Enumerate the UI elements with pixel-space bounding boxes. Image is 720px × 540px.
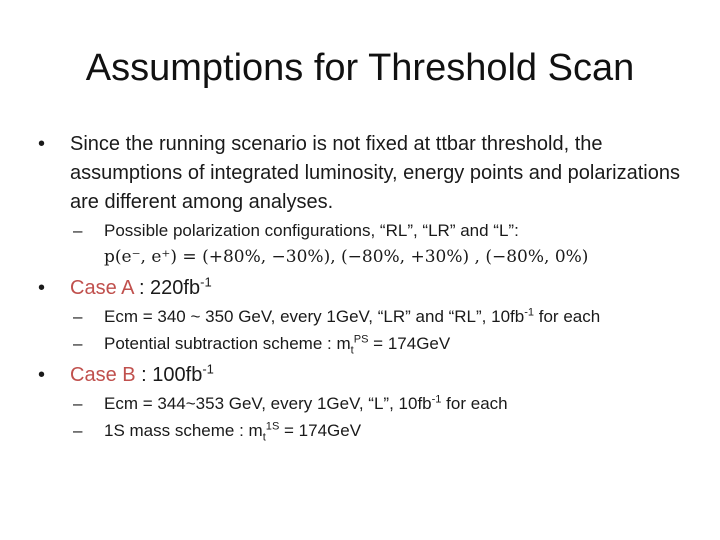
dash-marker: –: [73, 334, 83, 353]
case-a-lumi: : 220fb: [133, 277, 201, 299]
case-b-mass-superscript: 1S: [265, 420, 280, 433]
bullet-case-b: [36, 361, 686, 390]
case-a-scheme-suffix: = 174GeV: [368, 334, 451, 353]
bullet-running-scenario: [36, 130, 686, 217]
case-a-mass-superscript: PS: [353, 333, 369, 346]
case-a-label: Case A: [70, 277, 134, 299]
sub-bullet-case-b-ecm: [36, 391, 686, 417]
case-a-scheme-text: Potential subtraction scheme : m: [104, 334, 351, 353]
dash-marker: –: [73, 421, 83, 440]
case-b-ecm-text: Ecm = 344~353 GeV, every 1GeV, “L”, 10fb: [104, 394, 432, 413]
bullet-marker: •: [38, 277, 46, 299]
bullet-marker: •: [38, 133, 46, 155]
case-a-ecm-suffix: for each: [534, 307, 601, 326]
case-b-label: Case B: [70, 364, 136, 386]
case-a-mass-subscript: t: [350, 344, 354, 357]
case-b-lumi: : 100fb: [135, 364, 203, 386]
case-b-scheme-suffix: = 174GeV: [279, 421, 362, 440]
polarization-formula: p(e⁻, e⁺) = (+80%, −30%), (−80%, +30%) , (−80%, 0%): [104, 247, 589, 267]
case-b-ecm-suffix: for each: [441, 394, 508, 413]
sub-bullet-case-b-scheme: [36, 418, 686, 444]
bullet-case-a: [36, 274, 686, 303]
sub-bullet-polarization: [36, 218, 686, 270]
dash-marker: –: [73, 394, 83, 413]
case-b-mass-subscript: t: [262, 431, 266, 444]
case-a-ecm-exponent: -1: [524, 306, 535, 319]
sub-bullet-case-a-ecm: [36, 304, 686, 330]
case-a-ecm-text: Ecm = 340 ~ 350 GeV, every 1GeV, “LR” and “RL”, 10fb: [104, 307, 525, 326]
slide-content: [36, 130, 686, 444]
case-b-lumi-exponent: -1: [202, 361, 214, 377]
dash-marker: –: [73, 221, 83, 240]
case-a-lumi-exponent: -1: [200, 274, 212, 290]
sub-bullet-text: Possible polarization configurations, “RL”, “LR” and “L”:: [104, 221, 519, 240]
case-b-ecm-exponent: -1: [431, 393, 442, 406]
bullet-text: Since the running scenario is not fixed at ttbar threshold, the assumptions of integrated luminosity, energy points and polarizations are different among analyses.: [70, 133, 680, 213]
sub-bullet-case-a-scheme: [36, 331, 686, 357]
bullet-marker: •: [38, 364, 46, 386]
dash-marker: –: [73, 307, 83, 326]
case-b-scheme-text: 1S mass scheme : m: [104, 421, 263, 440]
slide-title: Assumptions for Threshold Scan: [85, 47, 635, 89]
